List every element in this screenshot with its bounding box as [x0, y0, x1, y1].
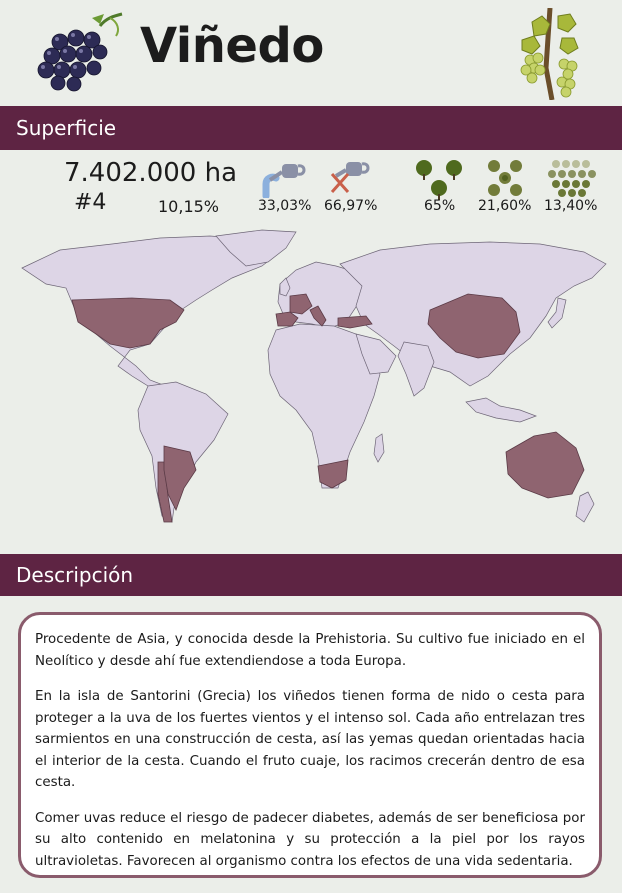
madagascar-land — [374, 434, 384, 462]
world-rank: #4 — [74, 190, 107, 215]
header — [0, 0, 622, 106]
trees-medium-density-icon — [484, 158, 530, 200]
irrigated-pct: 33,03% — [258, 198, 312, 214]
density-high-pct: 13,40% — [544, 198, 598, 214]
watering-can-icon — [262, 158, 312, 198]
description-panel — [18, 612, 602, 878]
usa-highlight — [72, 298, 184, 348]
density-low-pct: 65% — [424, 198, 456, 214]
stats-panel — [0, 150, 622, 220]
indonesia-land — [466, 398, 536, 422]
description-paragraph-3: Comer uvas reduce el riesgo de padecer diabetes, además de ser beneficiosa por su alto contenido en melatonina y su protección a la piel por los rayos ultravioletas. Favorecen al organismo contra los efectos de una vida sedentaria. — [35, 810, 585, 869]
world-share: 10,15% — [158, 197, 220, 216]
grapes-icon — [30, 12, 126, 92]
page-title: Viñedo — [140, 18, 324, 74]
area-value: 7.402.000 ha — [64, 158, 237, 188]
no-watering-can-icon — [328, 158, 372, 198]
india-land — [398, 342, 434, 396]
trees-low-density-icon — [414, 158, 466, 200]
australia-highlight — [506, 432, 584, 498]
section-header-superficie: Superficie — [0, 106, 622, 150]
trees-high-density-icon — [548, 158, 598, 200]
description-paragraph-1: Procedente de Asia, y conocida desde la Prehistoria. Su cultivo fue iniciado en el Neolítico y desde ahí fue extendiendose a toda Europa. — [35, 632, 585, 669]
section-header-descripcion: Descripción — [0, 554, 622, 596]
density-mid-pct: 21,60% — [478, 198, 532, 214]
new-zealand-land — [576, 492, 594, 522]
description-paragraph-2: En la isla de Santorini (Grecia) los viñedos tienen forma de nido o cesta para proteger a la uva de los fuertes vientos y el intenso sol. Cada año entrelazan tres sarmientos en una construcción de cesta, así las yemas quedan orientadas hacia el interior de la cesta. Cuando el fruto cuaje, los racimos crecerán dentro de esa cesta. — [35, 689, 585, 790]
grape-vine-leaves-icon — [512, 8, 584, 100]
world-map — [0, 226, 622, 544]
rainfed-pct: 66,97% — [324, 198, 378, 214]
